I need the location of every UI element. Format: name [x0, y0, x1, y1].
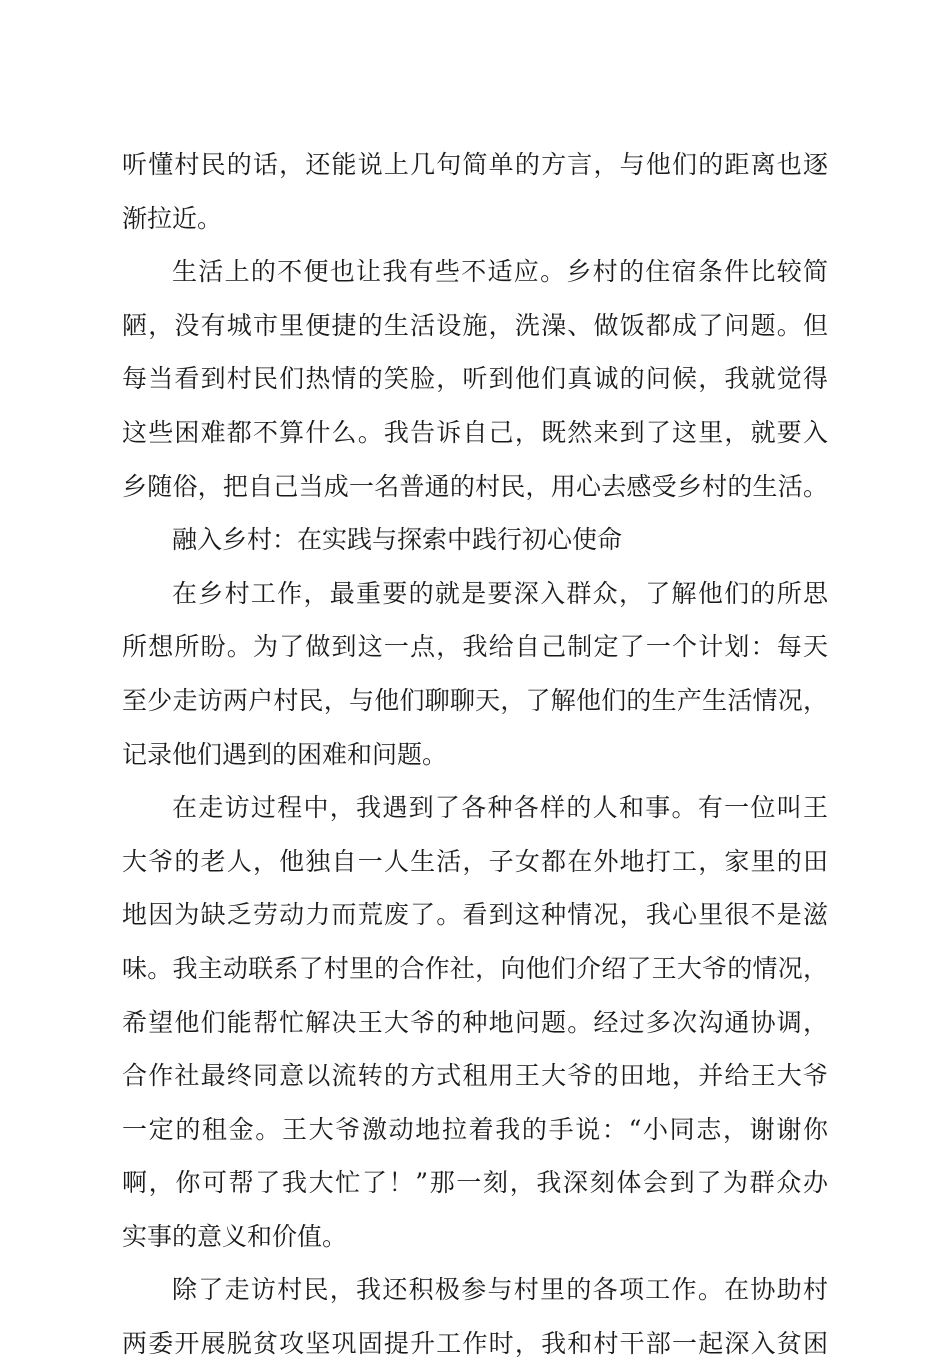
paragraph-first-line: 在走访过程中，我遇到了各种各样的人和事。有一位叫王: [172, 793, 828, 823]
text-line: 乡随俗，把自己当成一名普通的村民，用心去感受乡村的生活。: [122, 471, 828, 501]
text-line: 啊，你可帮了我大忙了！”那一刻，我深刻体会到了为群众办: [122, 1168, 828, 1198]
text-line: 每当看到村民们热情的笑脸，听到他们真诚的问候，我就觉得: [122, 364, 828, 394]
text-line: 两委开展脱贫攻坚巩固提升工作时，我和村干部一起深入贫困: [122, 1329, 828, 1359]
paragraph-first-line: 生活上的不便也让我有些不适应。乡村的住宿条件比较简: [172, 257, 828, 287]
text-line: 地因为缺乏劳动力而荒废了。看到这种情况，我心里很不是滋: [122, 900, 828, 930]
paragraph-first-line: 在乡村工作，最重要的就是要深入群众，了解他们的所思: [172, 578, 828, 608]
text-line: 大爷的老人，他独自一人生活，子女都在外地打工，家里的田: [122, 846, 828, 876]
text-line: 味。我主动联系了村里的合作社，向他们介绍了王大爷的情况，: [122, 953, 828, 983]
text-line: 一定的租金。王大爷激动地拉着我的手说：“小同志，谢谢你: [122, 1114, 828, 1144]
text-line: 希望他们能帮忙解决王大爷的种地问题。经过多次沟通协调，: [122, 1007, 828, 1037]
text-line: 合作社最终同意以流转的方式租用王大爷的田地，并给王大爷: [122, 1061, 828, 1091]
text-line: 渐拉近。: [122, 203, 223, 233]
text-line: 这些困难都不算什么。我告诉自己，既然来到了这里，就要入: [122, 417, 828, 447]
body-text: [122, 138, 828, 1371]
text-line: 至少走访两户村民，与他们聊聊天，了解他们的生产生活情况，: [122, 685, 828, 715]
text-line: 所想所盼。为了做到这一点，我给自己制定了一个计划：每天: [122, 632, 828, 662]
text-line: 实事的意义和价值。: [122, 1221, 348, 1251]
paragraph-first-line: 除了走访村民，我还积极参与村里的各项工作。在协助村: [172, 1275, 828, 1305]
text-line: 陋，没有城市里便捷的生活设施，洗澡、做饭都成了问题。但: [122, 310, 828, 340]
text-line: 听懂村民的话，还能说上几句简单的方言，与他们的距离也逐: [122, 150, 828, 179]
paragraph-first-line: 融入乡村：在实践与探索中践行初心使命: [172, 525, 623, 555]
text-line: 记录他们遇到的困难和问题。: [122, 739, 448, 769]
